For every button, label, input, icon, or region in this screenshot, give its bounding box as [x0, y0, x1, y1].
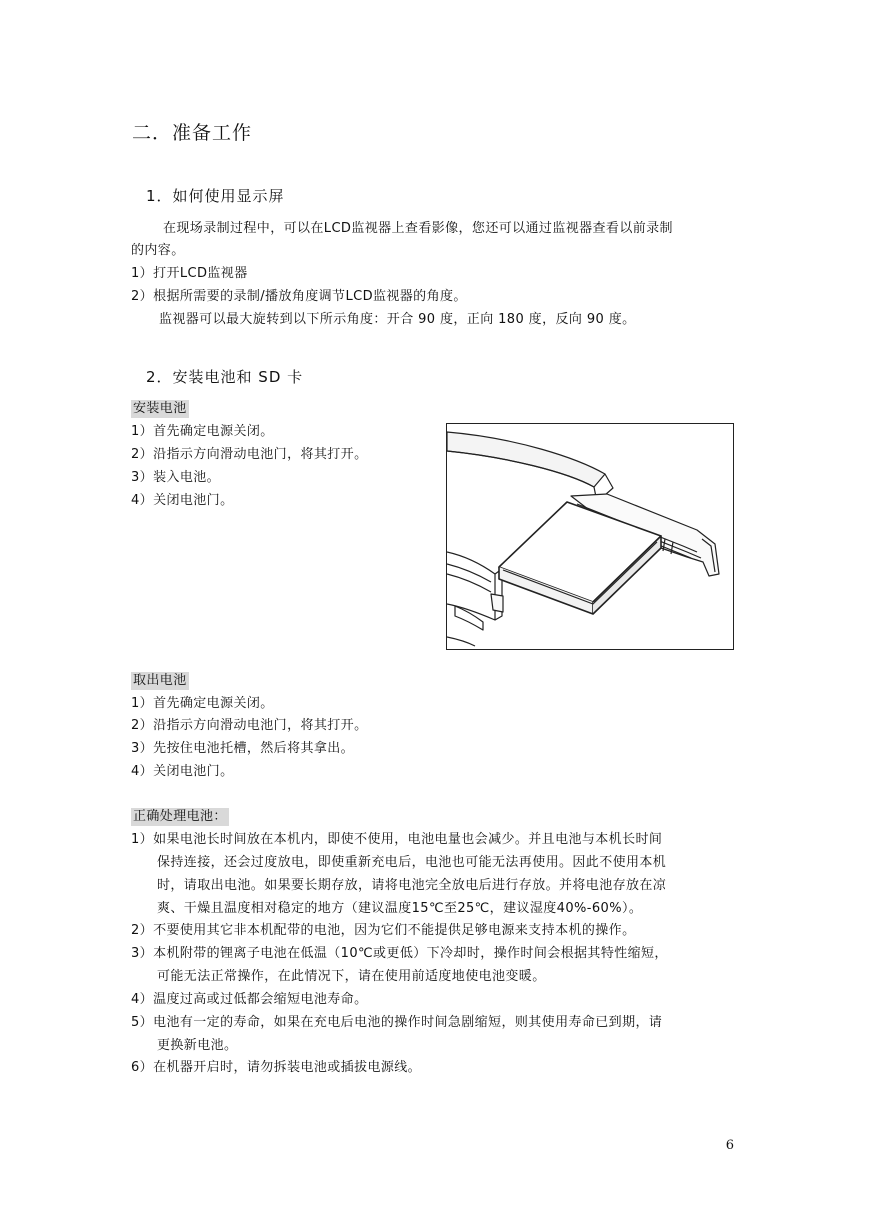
subsection-title-battery: 2．安装电池和 SD 卡 [146, 368, 304, 386]
battery-insertion-illustration [446, 423, 734, 650]
subsection-title-display: 1．如何使用显示屏 [146, 187, 285, 205]
list-item: 1）如果电池长时间放在本机内，即使不使用，电池电量也会减少。并且电池与本机长时间 [131, 832, 663, 847]
list-item: 2）根据所需要的录制/播放角度调节LCD监视器的角度。 [131, 289, 467, 304]
page-number: 6 [725, 1138, 734, 1153]
list-item-continuation: 时，请取出电池。如果要长期存放，请将电池完全放电后进行存放。并将电池存放在凉 [157, 878, 667, 893]
list-item-continuation: 爽、干燥且温度相对稳定的地方（建议温度15℃至25℃，建议湿度40%-60%）。 [157, 901, 643, 916]
battery-handling-label: 正确处理电池： [133, 809, 227, 824]
list-item: 1）打开LCD监视器 [131, 266, 248, 281]
list-item: 4）关闭电池门。 [131, 493, 234, 508]
paragraph-line: 在现场录制过程中，可以在LCD监视器上查看影像，您还可以通过监视器查看以前录制 [163, 221, 673, 236]
list-item: 1）首先确定电源关闭。 [131, 424, 274, 439]
page-title: 二．准备工作 [132, 122, 253, 144]
remove-battery-label: 取出电池 [133, 673, 187, 688]
list-item-continuation: 更换新电池。 [157, 1038, 238, 1053]
list-item: 3）先按住电池托槽，然后将其拿出。 [131, 741, 355, 756]
list-item-continuation: 可能无法正常操作，在此情况下，请在使用前适度地使电池变暖。 [157, 969, 546, 984]
list-item: 2）不要使用其它非本机配带的电池，因为它们不能提供足够电源来支持本机的操作。 [131, 923, 636, 938]
list-item: 3）本机附带的锂离子电池在低温（10℃或更低）下冷却时，操作时间会根据其特性缩短， [131, 946, 668, 961]
list-item: 4）温度过高或过低都会缩短电池寿命。 [131, 992, 368, 1007]
list-item: 1）首先确定电源关闭。 [131, 696, 274, 711]
list-item: 2）沿指示方向滑动电池门，将其打开。 [131, 718, 368, 733]
install-battery-label: 安装电池 [133, 401, 187, 416]
list-item: 5）电池有一定的寿命，如果在充电后电池的操作时间急剧缩短，则其使用寿命已到期，请 [131, 1015, 663, 1030]
list-item-continuation: 保持连接，还会过度放电，即使重新充电后，电池也可能无法再使用。因此不使用本机 [157, 855, 667, 870]
paragraph-line: 监视器可以最大旋转到以下所示角度：开合 90 度，正向 180 度，反向 90 度。 [159, 312, 636, 327]
list-item: 6）在机器开启时，请勿拆装电池或插拔电源线。 [131, 1060, 422, 1075]
list-item: 3）装入电池。 [131, 470, 221, 485]
list-item: 4）关闭电池门。 [131, 764, 234, 779]
list-item: 2）沿指示方向滑动电池门，将其打开。 [131, 447, 368, 462]
paragraph-line: 的内容。 [131, 243, 185, 258]
